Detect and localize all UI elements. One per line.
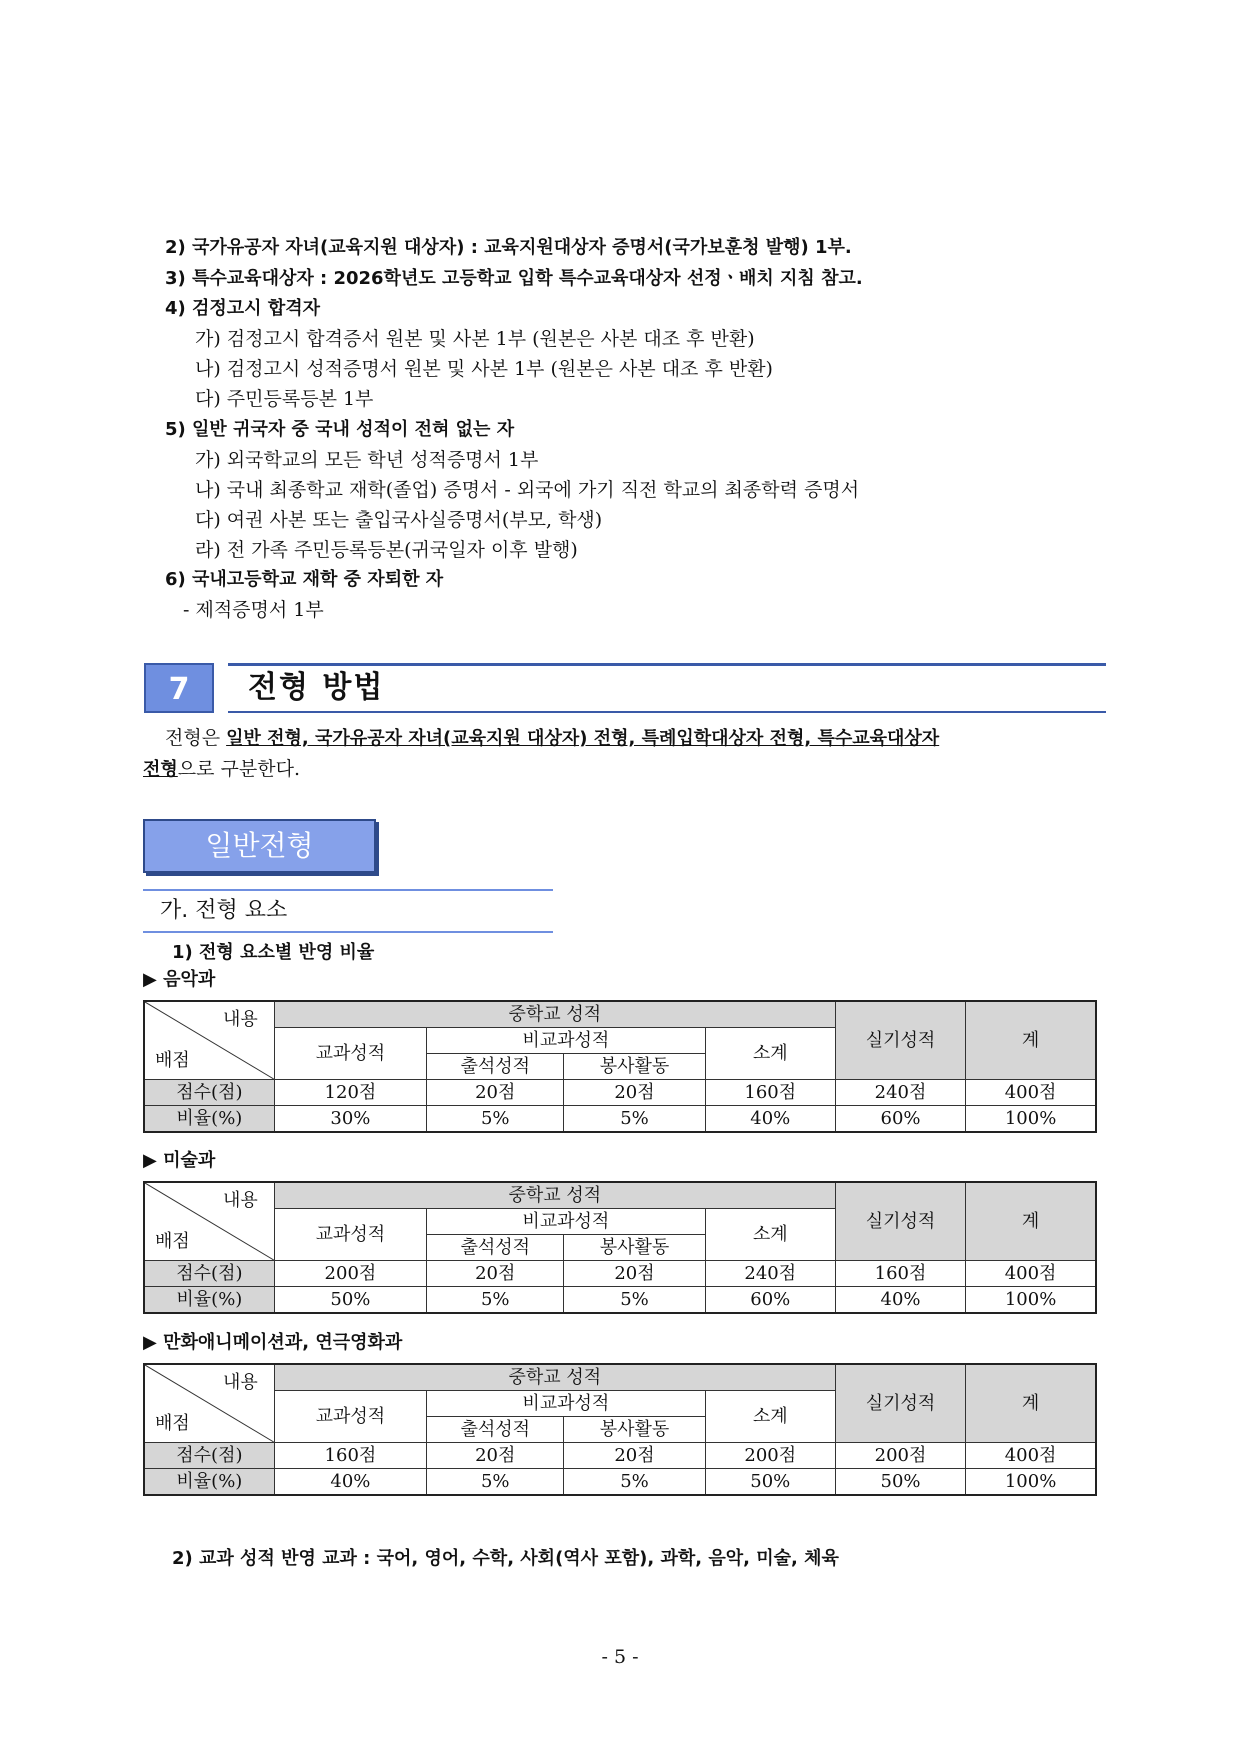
score-cell: 120점 xyxy=(274,1080,426,1106)
ratio-cell: 40% xyxy=(835,1287,965,1314)
header-practical: 실기성적 xyxy=(835,1364,965,1443)
header-subject: 교과성적 xyxy=(274,1209,426,1261)
header-middle-school: 중학교 성적 xyxy=(274,1182,835,1209)
subject-list: 2) 교과 성적 반영 교과 : 국어, 영어, 수학, 사회(역사 포함), 과학, 음악, 미술, 체육 xyxy=(172,1548,839,1569)
score-table xyxy=(143,1363,1097,1496)
ratio-subtitle: 1) 전형 요소별 반영 비율 xyxy=(172,942,375,963)
doc-item-3: 3) 특수교육대상자 : 2026학년도 고등학교 입학 특수교육대상자 선정ㆍ배치 지침 참고. xyxy=(165,268,863,289)
score-cell: 160점 xyxy=(274,1443,426,1469)
ratio-cell: 100% xyxy=(966,1106,1096,1133)
score-cell: 200점 xyxy=(835,1443,965,1469)
ratio-cell: 5% xyxy=(427,1287,564,1314)
ratio-cell: 60% xyxy=(705,1287,835,1314)
header-corner xyxy=(144,1364,274,1443)
subheading-divider-bottom xyxy=(143,931,553,933)
section-intro-line-2 xyxy=(143,754,300,785)
header-attendance: 출석성적 xyxy=(427,1417,564,1443)
header-total: 계 xyxy=(966,1364,1096,1443)
header-subtotal: 소계 xyxy=(705,1391,835,1443)
ratio-cell: 50% xyxy=(705,1469,835,1496)
row-label-score: 점수(점) xyxy=(144,1443,274,1469)
intro-prefix: 전형은 xyxy=(165,727,227,749)
header-non-subject: 비교과성적 xyxy=(427,1028,706,1054)
score-cell: 20점 xyxy=(564,1261,705,1287)
row-label-ratio: 비율(%) xyxy=(144,1287,274,1314)
header-middle-school: 중학교 성적 xyxy=(274,1001,835,1028)
row-label-score: 점수(점) xyxy=(144,1080,274,1106)
header-non-subject: 비교과성적 xyxy=(427,1391,706,1417)
doc-item-6: 6) 국내고등학교 재학 중 자퇴한 자 xyxy=(165,569,444,590)
doc-item-2: 2) 국가유공자 자녀(교육지원 대상자) : 교육지원대상자 증명서(국가보훈청 발행) 1부. xyxy=(165,237,852,258)
doc-item-4a: 가) 검정고시 합격증서 원본 및 사본 1부 (원본은 사본 대조 후 반환) xyxy=(195,328,755,350)
ratio-cell: 50% xyxy=(835,1469,965,1496)
doc-item-4: 4) 검정고시 합격자 xyxy=(165,298,320,319)
table-label: ▶ 음악과 xyxy=(143,969,216,990)
ratio-row xyxy=(144,1106,1096,1133)
corner-top-label: 내용 xyxy=(222,1190,258,1211)
score-row xyxy=(144,1261,1096,1287)
ratio-cell: 100% xyxy=(966,1469,1096,1496)
score-cell: 160점 xyxy=(835,1261,965,1287)
score-cell: 400점 xyxy=(966,1261,1096,1287)
score-cell: 200점 xyxy=(274,1261,426,1287)
section-divider-top xyxy=(228,663,1106,666)
score-cell: 400점 xyxy=(966,1443,1096,1469)
general-admission-box: 일반전형 xyxy=(143,819,376,873)
header-attendance: 출석성적 xyxy=(427,1054,564,1080)
corner-top-label: 내용 xyxy=(222,1009,258,1030)
ratio-cell: 5% xyxy=(427,1469,564,1496)
intro-suffix: 으로 구분한다. xyxy=(177,758,300,780)
intro-underlined-1: 일반 전형, 국가유공자 자녀(교육지원 대상자) 전형, 특례입학대상자 전형, 특수교육대상자 xyxy=(226,728,940,749)
ratio-cell: 60% xyxy=(835,1106,965,1133)
score-table xyxy=(143,1000,1097,1133)
corner-bottom-label: 배점 xyxy=(155,1050,190,1071)
ratio-row xyxy=(144,1469,1096,1496)
score-cell: 160점 xyxy=(705,1080,835,1106)
header-non-subject: 비교과성적 xyxy=(427,1209,706,1235)
score-cell: 20점 xyxy=(564,1080,705,1106)
ratio-cell: 5% xyxy=(564,1287,705,1314)
header-volunteer: 봉사활동 xyxy=(564,1417,705,1443)
score-cell: 20점 xyxy=(564,1443,705,1469)
ratio-row xyxy=(144,1287,1096,1314)
ratio-cell: 5% xyxy=(564,1469,705,1496)
ratio-cell: 30% xyxy=(274,1106,426,1133)
score-row xyxy=(144,1443,1096,1469)
doc-item-5d: 라) 전 가족 주민등록등본(귀국일자 이후 발행) xyxy=(195,539,578,561)
header-total: 계 xyxy=(966,1001,1096,1080)
section-title: 전형 방법 xyxy=(248,670,385,705)
page-number: - 5 - xyxy=(601,1646,639,1668)
section-divider-bottom xyxy=(228,711,1106,713)
section-intro-line-1 xyxy=(165,723,939,754)
header-attendance: 출석성적 xyxy=(427,1235,564,1261)
score-cell: 20점 xyxy=(427,1261,564,1287)
ratio-cell: 5% xyxy=(564,1106,705,1133)
corner-bottom-label: 배점 xyxy=(155,1413,190,1434)
header-subject: 교과성적 xyxy=(274,1391,426,1443)
section-number-badge: 7 xyxy=(144,663,214,713)
doc-item-5c: 다) 여권 사본 또는 출입국사실증명서(부모, 학생) xyxy=(195,509,603,531)
score-cell: 20점 xyxy=(427,1443,564,1469)
header-subtotal: 소계 xyxy=(705,1209,835,1261)
score-cell: 200점 xyxy=(705,1443,835,1469)
doc-item-5b: 나) 국내 최종학교 재학(졸업) 증명서 - 외국에 가기 직전 학교의 최종학력 증명서 xyxy=(195,479,860,501)
doc-item-6a: - 제적증명서 1부 xyxy=(183,599,324,621)
row-label-ratio: 비율(%) xyxy=(144,1106,274,1133)
header-corner xyxy=(144,1001,274,1080)
score-table xyxy=(143,1181,1097,1314)
table-label: ▶ 미술과 xyxy=(143,1150,216,1171)
ratio-cell: 100% xyxy=(966,1287,1096,1314)
subheading-title: 가. 전형 요소 xyxy=(160,898,288,923)
header-practical: 실기성적 xyxy=(835,1182,965,1261)
doc-item-5a: 가) 외국학교의 모든 학년 성적증명서 1부 xyxy=(195,449,539,471)
row-label-score: 점수(점) xyxy=(144,1261,274,1287)
ratio-cell: 50% xyxy=(274,1287,426,1314)
header-volunteer: 봉사활동 xyxy=(564,1054,705,1080)
header-middle-school: 중학교 성적 xyxy=(274,1364,835,1391)
header-total: 계 xyxy=(966,1182,1096,1261)
header-corner xyxy=(144,1182,274,1261)
header-volunteer: 봉사활동 xyxy=(564,1235,705,1261)
score-row xyxy=(144,1080,1096,1106)
doc-item-4b: 나) 검정고시 성적증명서 원본 및 사본 1부 (원본은 사본 대조 후 반환) xyxy=(195,358,773,380)
ratio-cell: 40% xyxy=(274,1469,426,1496)
subheading-divider-top xyxy=(143,889,553,891)
score-cell: 240점 xyxy=(835,1080,965,1106)
doc-item-5: 5) 일반 귀국자 중 국내 성적이 전혀 없는 자 xyxy=(165,419,515,440)
ratio-cell: 5% xyxy=(427,1106,564,1133)
ratio-cell: 40% xyxy=(705,1106,835,1133)
header-subject: 교과성적 xyxy=(274,1028,426,1080)
score-cell: 20점 xyxy=(427,1080,564,1106)
score-cell: 240점 xyxy=(705,1261,835,1287)
row-label-ratio: 비율(%) xyxy=(144,1469,274,1496)
intro-underlined-2: 전형 xyxy=(143,759,178,780)
score-cell: 400점 xyxy=(966,1080,1096,1106)
corner-bottom-label: 배점 xyxy=(155,1231,190,1252)
header-practical: 실기성적 xyxy=(835,1001,965,1080)
doc-item-4c: 다) 주민등록등본 1부 xyxy=(195,388,374,410)
table-label: ▶ 만화애니메이션과, 연극영화과 xyxy=(143,1332,403,1353)
header-subtotal: 소계 xyxy=(705,1028,835,1080)
corner-top-label: 내용 xyxy=(222,1372,258,1393)
